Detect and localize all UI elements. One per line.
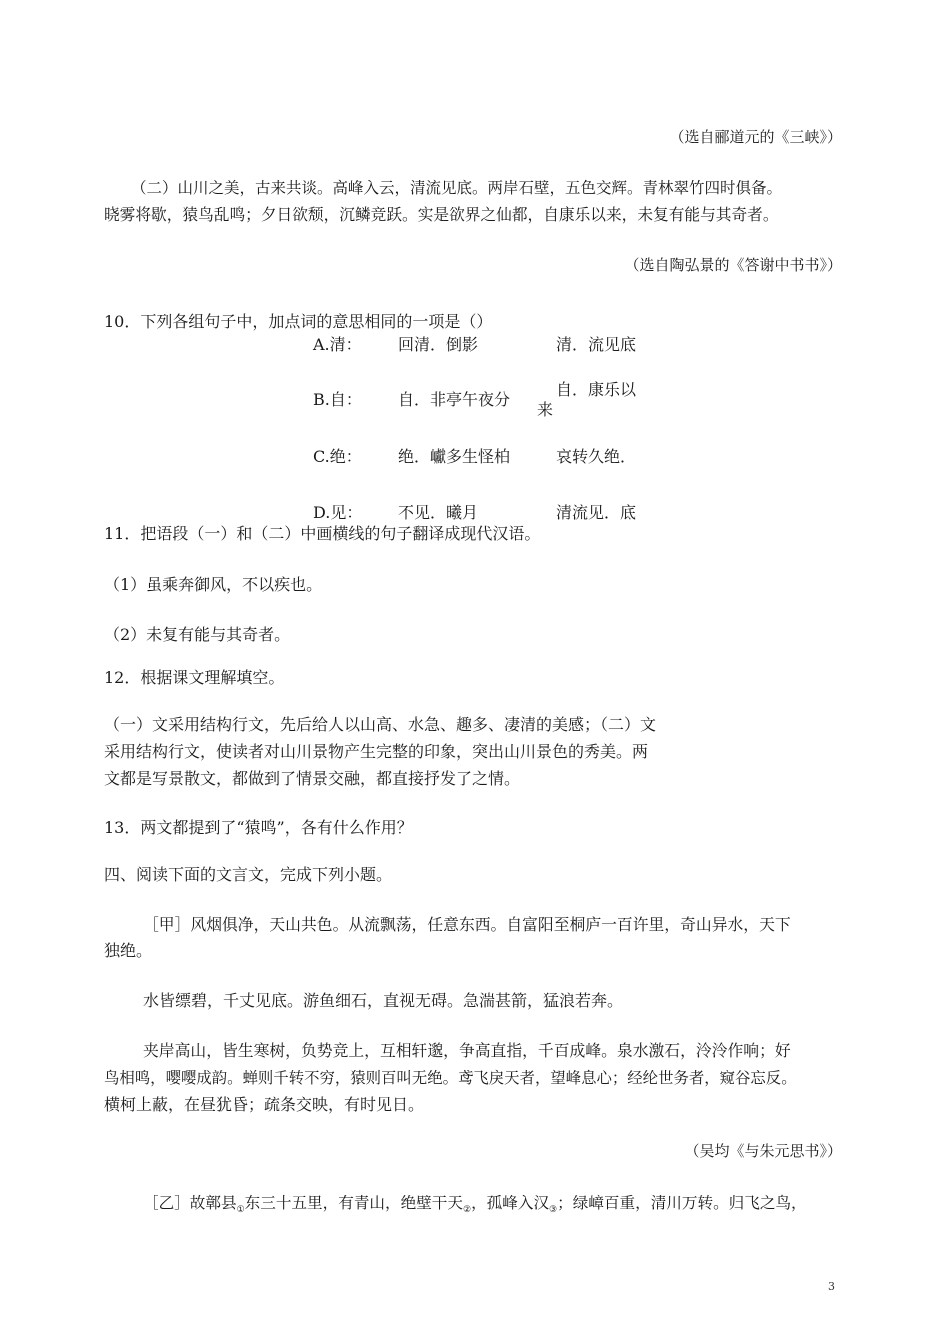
question-12-line-3: 文都是写景散文，都做到了情景交融，都直接抒发了之情。: [104, 769, 521, 788]
footnote-marker-2: ②: [462, 1205, 472, 1216]
passage-jia-paragraph-3-line-1: 夹岸高山，皆生寒树，负势竞上，互相轩邈，争高直指，千百成峰。泉水激石，泠泠作响；好: [143, 1041, 791, 1060]
option-a-sentence-1: 回清．倒影: [398, 335, 479, 354]
page-number: 3: [828, 1280, 835, 1293]
section-4-heading: 四、阅读下面的文言文，完成下列小题。: [104, 865, 393, 884]
passage-jia-line-2: 独绝。: [104, 941, 153, 960]
passage-jia-line-1: ［甲］风烟俱净，天山共色。从流飘荡，任意东西。自富阳至桐庐一百许里，奇山异水，天下: [143, 915, 791, 934]
passage-jia-paragraph-3-line-3: 横柯上蔽，在昼犹昏；疏条交映，有时见日。: [104, 1095, 425, 1114]
footnote-marker-3: ③: [549, 1205, 558, 1216]
question-12-line-2: 采用结构行文，使读者对山川景物产生完整的印象，突出山川景色的秀美。两: [104, 742, 649, 761]
passage-2-line-1: （二）山川之美，古来共谈。高峰入云，清流见底。两岸石壁，五色交辉。青林翠竹四时俱备。: [131, 179, 783, 197]
option-b-sentence-2: 自．康乐以: [556, 380, 637, 399]
passage-jia-paragraph-3-line-2: 鸟相鸣，嘤嘤成韵。蝉则千转不穷，猿则百叫无绝。鸢飞戾天者，望峰息心；经纶世务者，窥谷忘反。: [104, 1069, 797, 1087]
question-11-item-2: （2）未复有能与其奇者。: [104, 625, 291, 644]
question-13-stem: 13．两文都提到了“猿鸣”，各有什么作用？: [104, 818, 413, 837]
question-12-stem: 12．根据课文理解填空。: [104, 668, 285, 687]
source-citation-3: （吴均《与朱元思书》）: [684, 1142, 842, 1160]
source-citation-1: （选自郦道元的《三峡》）: [669, 128, 842, 146]
option-b-sentence-2-wrap: 来: [537, 400, 554, 419]
passage-jia-paragraph-2: 水皆缥碧，千丈见底。游鱼细石，直视无碍。急湍甚箭，猛浪若奔。: [143, 991, 624, 1010]
option-a-sentence-2: 清．流见底: [556, 335, 637, 354]
option-d-label: D.见：: [313, 503, 363, 522]
question-11-stem: 11．把语段（一）和（二）中画横线的句子翻译成现代汉语。: [104, 524, 541, 543]
passage-yi-line-1: [143, 1193, 807, 1220]
question-12-line-1: （一）文采用结构行文，先后给人以山高、水急、趣多、凄清的美感；（二）文: [104, 715, 657, 734]
option-c-sentence-2: 哀转久绝．: [556, 447, 637, 466]
option-c-sentence-1: 绝．巘多生怪柏: [398, 447, 511, 466]
option-b-label: B.自：: [313, 390, 362, 409]
option-d-sentence-2: 清流见．底: [556, 503, 637, 522]
option-a-label: A.清：: [313, 335, 362, 354]
passage-yi-text-1: ［乙］故鄣县: [143, 1194, 237, 1212]
passage-yi-text-4: ；绿嶂百重，清川万转。归飞之鸟，: [557, 1194, 807, 1212]
option-b-sentence-1: 自．非亭午夜分: [398, 390, 511, 409]
passage-2-line-2: 晓雾将歇，猿鸟乱鸣；夕日欲颓，沉鳞竞跃。实是欲界之仙都，自康乐以来，未复有能与其奇者。: [104, 205, 779, 224]
question-10-stem: 10．下列各组句子中，加点词的意思相同的一项是（）: [104, 312, 493, 331]
passage-yi-text-2: 东三十五里，有青山，绝壁干天: [244, 1194, 463, 1212]
option-c-label: C.绝：: [313, 447, 362, 466]
option-d-sentence-1: 不见．曦月: [398, 503, 479, 522]
footnote-marker-1: ①: [236, 1205, 245, 1216]
source-citation-2: （选自陶弘景的《答谢中书书》）: [624, 256, 842, 274]
question-11-item-1: （1）虽乘奔御风，不以疾也。: [104, 575, 323, 594]
passage-yi-text-3: ，孤峰入汉: [471, 1194, 550, 1212]
